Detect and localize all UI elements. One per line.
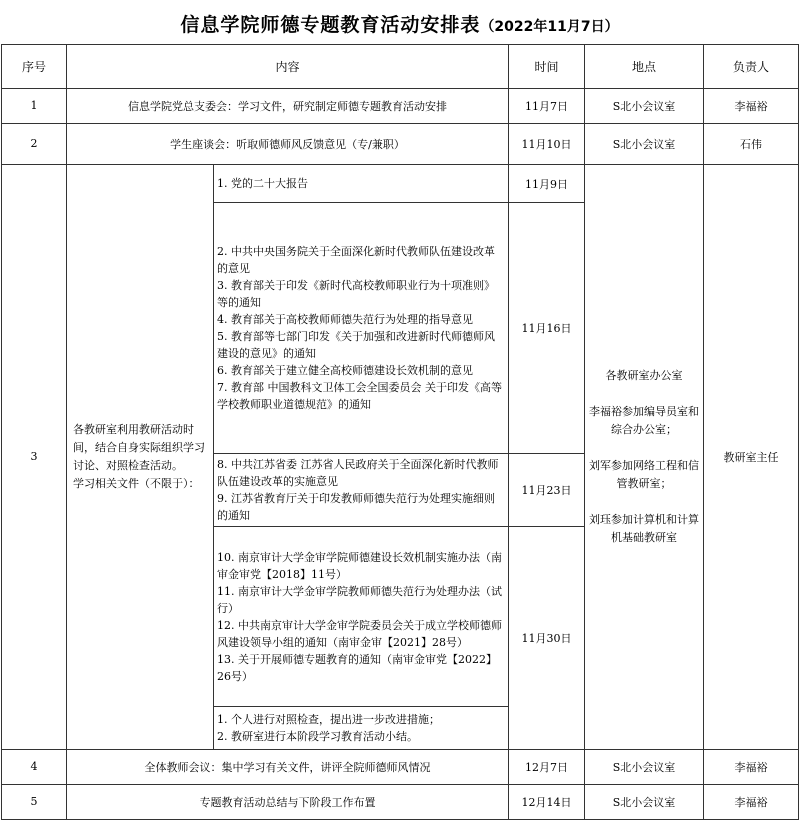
row5-content: 专题教育活动总结与下阶段工作布置 [67, 784, 509, 819]
row3-time-3: 11月23日 [509, 453, 585, 526]
row4-content: 全体教师会议：集中学习有关文件，讲评全院师德师风情况 [67, 749, 509, 784]
row3-item-1: 1. 党的二十大报告 [214, 164, 509, 202]
row2-seq: 2 [2, 123, 67, 164]
schedule-table [1, 44, 799, 820]
row3-item-4: 10. 南京审计大学金审学院师德建设长效机制实施办法（南审金审党【2018】11号） 11. 南京审计大学金审学院教师师德失范行为处理办法（试行） 12. 中共南京审计大学金审学院委员会关于成立学校师德师风建设领导小组的通知（南审金审【2021】28号） 13. 关于开展师德专题教育的通知（南审金审党【2022】26号） [214, 526, 509, 706]
table-row [2, 164, 799, 202]
row1-owner: 李福裕 [704, 88, 799, 123]
row3-item-5: 1. 个人进行对照检查，提出进一步改进措施； 2. 教研室进行本阶段学习教育活动小结。 [214, 707, 509, 749]
row1-content: 信息学院党总支委会：学习文件，研究制定师德专题教育活动安排 [67, 88, 509, 123]
row3-time-1: 11月9日 [509, 164, 585, 202]
header-time: 时间 [509, 45, 585, 89]
title-date: （2022年11月7日） [480, 19, 619, 35]
row3-item-2: 2. 中共中央国务院关于全面深化新时代教师队伍建设改革的意见 3. 教育部关于印发《新时代高校教师职业行为十项准则》等的通知 4. 教育部关于高校教师师德失范行为处理的指导意见 5. 教育部等七部门印发《关于加强和改进新时代师德师风建设的意见》的通知 6. 教育部关于建立健全高校师德建设长效机制的意见 7. 教育部 中国教科文卫体工会全国委员会 关于印发《高等学校教师职业道德规范》的通知 [214, 203, 509, 454]
table-row [2, 88, 799, 123]
row1-time: 11月7日 [509, 88, 585, 123]
row2-place: S北小会议室 [585, 123, 704, 164]
table-row [2, 784, 799, 819]
header-place: 地点 [585, 45, 704, 89]
row1-seq: 1 [2, 88, 67, 123]
title-main: 信息学院师德专题教育活动安排表 [180, 14, 481, 36]
row5-seq: 5 [2, 784, 67, 819]
row3-item-3: 8. 中共江苏省委 江苏省人民政府关于全面深化新时代教师队伍建设改革的实施意见 9. 江苏省教育厅关于印发教师师德失范行为处理实施细则的通知 [214, 453, 509, 526]
row3-intro: 各教研室利用教研活动时间，结合自身实际组织学习讨论、对照检查活动。 学习相关文件（不限于）： [67, 164, 214, 749]
row5-owner: 李福裕 [704, 784, 799, 819]
row3-time-4: 11月30日 [509, 526, 585, 749]
row2-owner: 石伟 [704, 123, 799, 164]
row5-place: S北小会议室 [585, 784, 704, 819]
row4-seq: 4 [2, 749, 67, 784]
row1-place: S北小会议室 [585, 88, 704, 123]
row3-seq: 3 [2, 164, 67, 749]
row4-time: 12月7日 [509, 749, 585, 784]
row2-time: 11月10日 [509, 123, 585, 164]
row4-owner: 李福裕 [704, 749, 799, 784]
header-seq: 序号 [2, 45, 67, 89]
row5-time: 12月14日 [509, 784, 585, 819]
row3-owner: 教研室主任 [704, 164, 799, 749]
header-row [2, 45, 799, 89]
header-content: 内容 [67, 45, 509, 89]
table-row [2, 749, 799, 784]
row4-place: S北小会议室 [585, 749, 704, 784]
table-row [2, 123, 799, 164]
header-owner: 负责人 [704, 45, 799, 89]
row2-content: 学生座谈会：听取师德师风反馈意见（专/兼职） [67, 123, 509, 164]
row3-time-2: 11月16日 [509, 203, 585, 454]
page-title [0, 10, 799, 37]
row3-place: 各教研室办公室 李福裕参加编导员室和综合办公室； 刘军参加网络工程和信管教研室； 刘珏参加计算机和计算机基础教研室 [585, 164, 704, 749]
